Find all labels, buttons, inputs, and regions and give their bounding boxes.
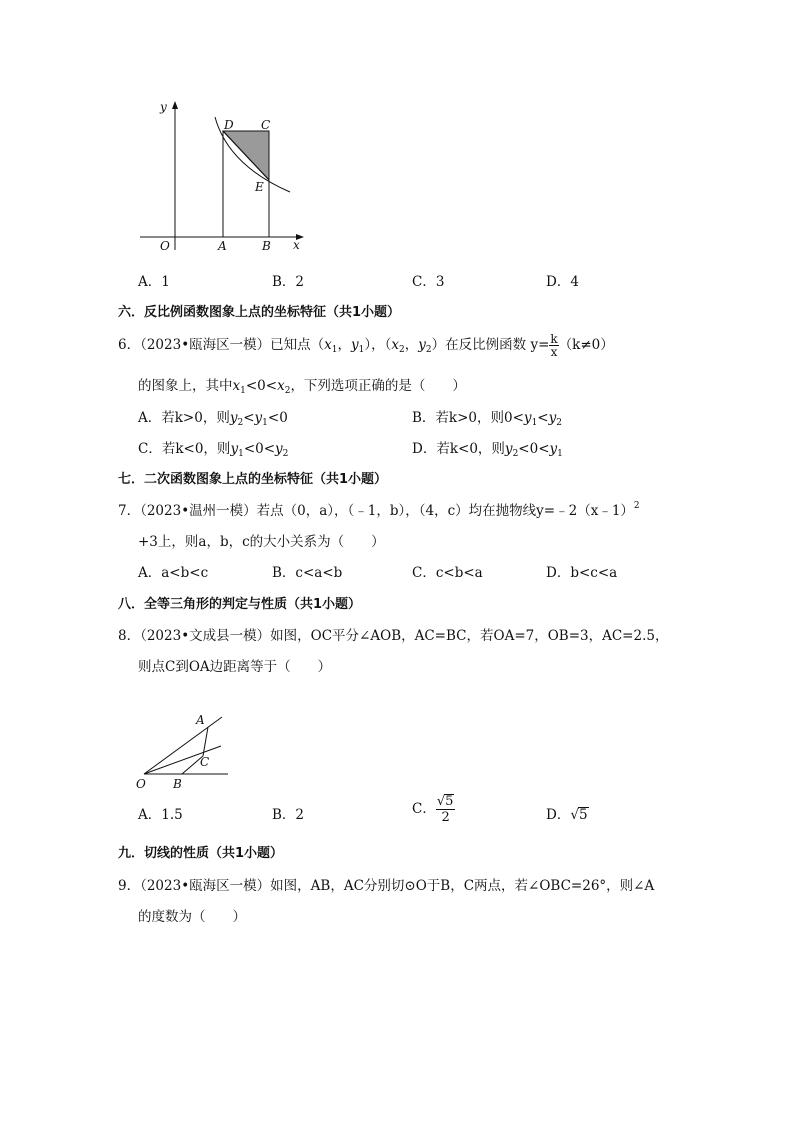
q6-line2-pre: 的图象上，其中: [138, 378, 233, 394]
q9-line-1: [118, 874, 654, 894]
q6-source: （2023•瓯海区一模）已知点（: [140, 337, 325, 353]
q8-option-c[interactable]: [412, 794, 455, 825]
q8-text-1: （2023•文成县一模）如图，OC平分∠AOB，AC=BC，若OA=7，OB=3，AC=2.5，: [140, 628, 669, 644]
q8-number: 8．: [118, 628, 141, 644]
q6-option-c-pre: C．若: [138, 441, 176, 457]
q8-line-1: [118, 624, 668, 644]
q8-option-d-radicand: 5: [578, 807, 588, 823]
q6-option-c[interactable]: C．若k<0，则$y_1<0<y_2$: [138, 441, 289, 459]
q7-line-2: +3上，则a，b，c的大小关系为（ ）: [138, 534, 385, 550]
q6-option-a-pre: A．若: [138, 410, 175, 426]
q6-line-1: 6．（2023•瓯海区一模）已知点（$x_1$，$y_1$），（$x_2$，$y_2$）在反比例函数 y= $\frac{k}{x}$ （k≠0）: [118, 332, 614, 359]
q8-figure: [132, 708, 237, 794]
q6-k-condition: （k≠0）: [558, 337, 614, 353]
q9-line-2: 的度数为（ ）: [138, 909, 246, 925]
section-9-title: 九．切线的性质（共1小题）: [118, 846, 284, 861]
q6-option-d[interactable]: D．若k<0，则$y_2<0<y_1$: [412, 441, 563, 459]
q7-number: 7．: [118, 503, 141, 519]
q6-line-2: 的图象上，其中$x_1<0<x_2$，下列选项正确的是（ ）: [138, 378, 466, 396]
label-b: B: [173, 777, 182, 791]
q7-option-b[interactable]: B．c<a<b: [272, 565, 343, 581]
section-8-title: 八．全等三角形的判定与性质（共1小题）: [118, 597, 362, 612]
q7-sup: 2: [633, 501, 640, 511]
q7-option-d[interactable]: D．b<c<a: [546, 565, 618, 581]
ray-oa: [144, 717, 222, 774]
q7-line-1: [118, 499, 640, 519]
section-6-title: 六．反比例函数图象上点的坐标特征（共1小题）: [118, 305, 401, 320]
q5-option-b[interactable]: B．2: [272, 274, 305, 290]
q8-option-b[interactable]: B．2: [272, 807, 305, 823]
label-b: B: [262, 239, 271, 253]
q5-figure: [130, 95, 315, 260]
q8-option-c-radicand: 5: [445, 794, 454, 809]
q6-option-a[interactable]: A．若k>0，则$y_2<y_1<0$: [138, 410, 288, 428]
q6-option-c-cond: k<0，则: [175, 441, 231, 457]
q6-option-d-pre: D．若: [412, 441, 450, 457]
q6-k-den: x: [550, 345, 558, 359]
q7-text-1: （2023•温州一模）若点（0，a），（﹣1，b），（4，c）均在抛物线y=﹣2（x﹣1）: [140, 503, 634, 519]
label-e: E: [255, 180, 264, 194]
label-o: O: [160, 239, 170, 253]
q6-fraction: [549, 333, 558, 358]
label-a: A: [196, 713, 205, 727]
q6-option-b-pre: B．若: [412, 410, 449, 426]
q7-option-a[interactable]: A．a<b<c: [138, 565, 209, 581]
q7-option-c[interactable]: C．c<b<a: [412, 565, 483, 581]
q6-line2-post: ，下列选项正确的是（ ）: [290, 378, 466, 394]
q5-option-a[interactable]: A．1: [138, 274, 170, 290]
label-x: x: [293, 238, 300, 252]
q6-option-b[interactable]: B．若k>0，则$0<y_1<y_2$: [412, 410, 562, 428]
q6-formula-y: y=: [530, 337, 550, 353]
q8-line-2: 则点C到OA边距离等于（ ）: [138, 659, 332, 675]
label-d: D: [224, 118, 234, 132]
q6-k-num: k: [550, 332, 558, 346]
label-c: C: [200, 755, 210, 769]
q6-number: 6．: [118, 337, 141, 353]
q8-option-d-pre: D．: [546, 807, 571, 823]
q5-option-d[interactable]: D．4: [546, 274, 579, 290]
q5-option-c[interactable]: C．3: [412, 274, 445, 290]
label-a: A: [218, 239, 227, 253]
label-c: C: [261, 118, 271, 132]
ray-oc: [144, 746, 221, 774]
q8-option-c-denominator: 2: [441, 810, 450, 825]
q9-text-1: （2023•瓯海区一模）如图，AB，AC分别切⊙O于B，C两点，若∠OBC=26°，则∠A: [140, 878, 655, 894]
q6-option-d-cond: k<0，则: [449, 441, 505, 457]
q8-option-c-numerator: √5: [436, 794, 454, 809]
q8-option-c-pre: C．: [412, 801, 436, 817]
section-7-title: 七．二次函数图象上点的坐标特征（共1小题）: [118, 472, 388, 487]
q8-option-a[interactable]: A．1.5: [138, 807, 183, 823]
q6-option-a-cond: k>0，则: [174, 410, 230, 426]
label-o: O: [136, 777, 146, 791]
y-axis-arrow: [172, 101, 178, 109]
q8-option-c-fraction: [436, 794, 456, 825]
q6-option-b-cond: k>0，则: [448, 410, 505, 426]
label-y: y: [160, 100, 167, 114]
q8-option-d[interactable]: D．√5: [546, 807, 588, 823]
q9-number: 9．: [118, 878, 141, 894]
